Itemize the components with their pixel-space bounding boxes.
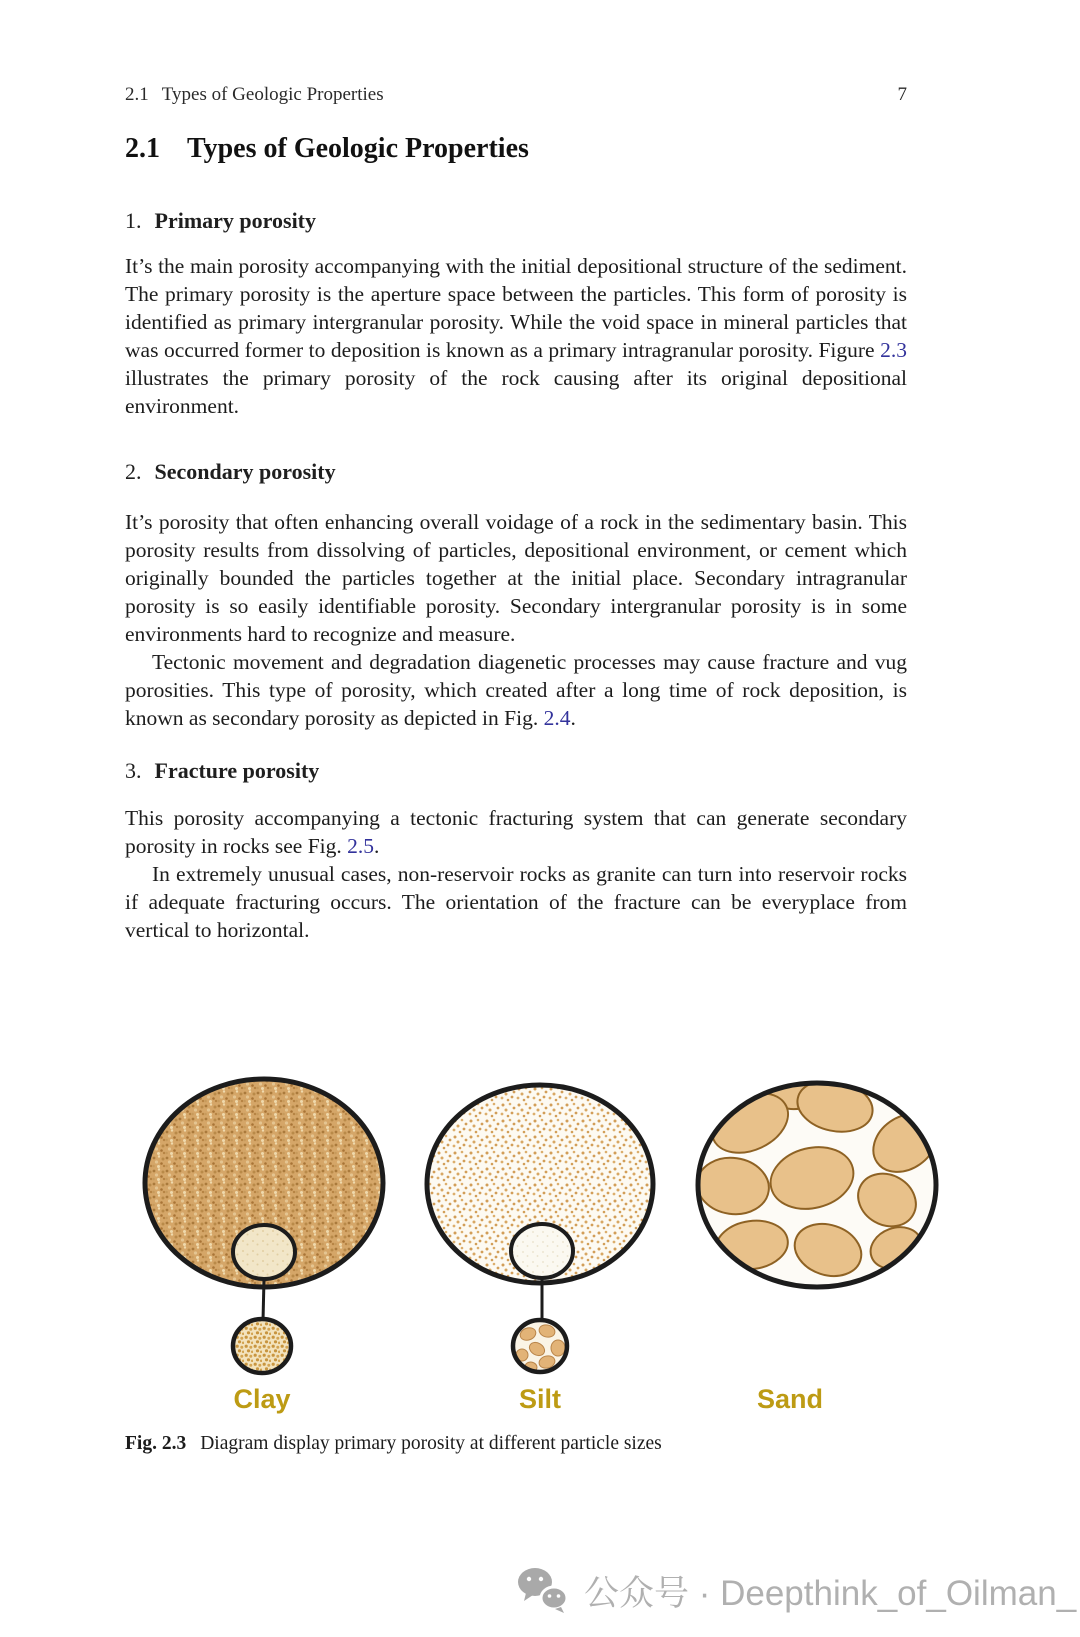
text-run: .: [374, 834, 380, 858]
item-title: Secondary porosity: [154, 459, 336, 484]
text-run: It’s porosity that often enhancing overall voidage of a rock in the sedimentary basin. This porosity results from dissolving of particles, depositional environment, or cement which originally bounded the particles together at the initial place. Secondary intragranular porosity is so easily identifiable porosity. Secondary intergranular porosity is in some environments hard to recognize and measure.: [125, 510, 907, 646]
figure-caption-label: Fig. 2.3: [125, 1433, 187, 1454]
figure-particle-sizes: [100, 1038, 980, 1418]
section-title: [125, 133, 907, 165]
text-run: This porosity accompanying a tectonic fracturing system that can generate secondary porosity in rocks see Fig.: [125, 806, 907, 858]
running-header: [125, 84, 907, 106]
figure-caption-text: Diagram display primary porosity at different particle sizes: [200, 1433, 662, 1454]
silt-particle-circle: [513, 1320, 567, 1373]
text-run: In extremely unusual cases, non-reservoir rocks as granite can turn into reservoir rocks if adequate fracturing occurs. The orientation of the fracture can be everyplace from vertical to horizontal.: [125, 862, 907, 942]
clay-label: Clay: [233, 1384, 291, 1414]
page-number: 7: [897, 84, 907, 105]
figure-reference-link[interactable]: 2.4: [543, 706, 571, 730]
paragraph: [125, 252, 907, 420]
wechat-icon: [516, 1567, 570, 1615]
running-header-number: 2.1: [125, 84, 149, 105]
figure-reference-link[interactable]: 2.5: [347, 834, 375, 858]
clay-connector-line: [263, 1279, 264, 1321]
item-heading-secondary-porosity: [125, 459, 907, 485]
clay-inset-circle: [233, 1225, 295, 1279]
text-run: Tectonic movement and degradation diagenetic processes may cause fracture and vug porosities. This type of porosity, which created after a long time of rock deposition, is known as secondary porosity as depicted in Fig.: [125, 650, 907, 730]
paragraph-block-fracture: [125, 804, 907, 944]
paragraph: [125, 804, 907, 860]
item-title: Primary porosity: [154, 208, 317, 233]
item-heading-fracture-porosity: [125, 758, 907, 784]
clay-particle-circle: [233, 1319, 291, 1373]
silt-diagram: [427, 1085, 653, 1414]
text-run: illustrates the primary porosity of the rock causing after its original depositional environment.: [125, 366, 907, 418]
silt-inset-circle: [511, 1224, 573, 1278]
paragraph: [125, 508, 907, 648]
item-number: 2.: [125, 459, 142, 484]
item-number: 1.: [125, 208, 142, 233]
watermark-text: 公众号 · Deepthink_of_Oilman_: [584, 1574, 1077, 1613]
silt-label: Silt: [518, 1384, 562, 1414]
item-heading-primary-porosity: [125, 208, 907, 234]
watermark: [516, 1566, 1076, 1616]
sand-diagram: [693, 1064, 947, 1414]
paragraph: [125, 860, 907, 944]
figure-caption: [125, 1433, 907, 1455]
item-number: 3.: [125, 758, 142, 783]
sand-label: Sand: [756, 1384, 824, 1414]
text-run: It’s the main porosity accompanying with the initial depositional structure of the sediment. The primary porosity is the aperture space between the particles. This form of porosity is identified as primary intergranular porosity. While the void space in mineral particles that was occurred former to deposition is known as a primary intragranular porosity. Figure: [125, 254, 907, 362]
section-title-text: Types of Geologic Properties: [187, 133, 529, 164]
paragraph-block-secondary: [125, 508, 907, 732]
figure-reference-link[interactable]: 2.3: [880, 338, 907, 362]
paragraph-block-primary: [125, 252, 907, 420]
text-run: .: [570, 706, 576, 730]
running-header-title: Types of Geologic Properties: [161, 84, 384, 105]
clay-diagram: [145, 1079, 383, 1414]
section-number: 2.1: [125, 133, 160, 164]
item-title: Fracture porosity: [154, 758, 320, 783]
paragraph: [125, 648, 907, 732]
